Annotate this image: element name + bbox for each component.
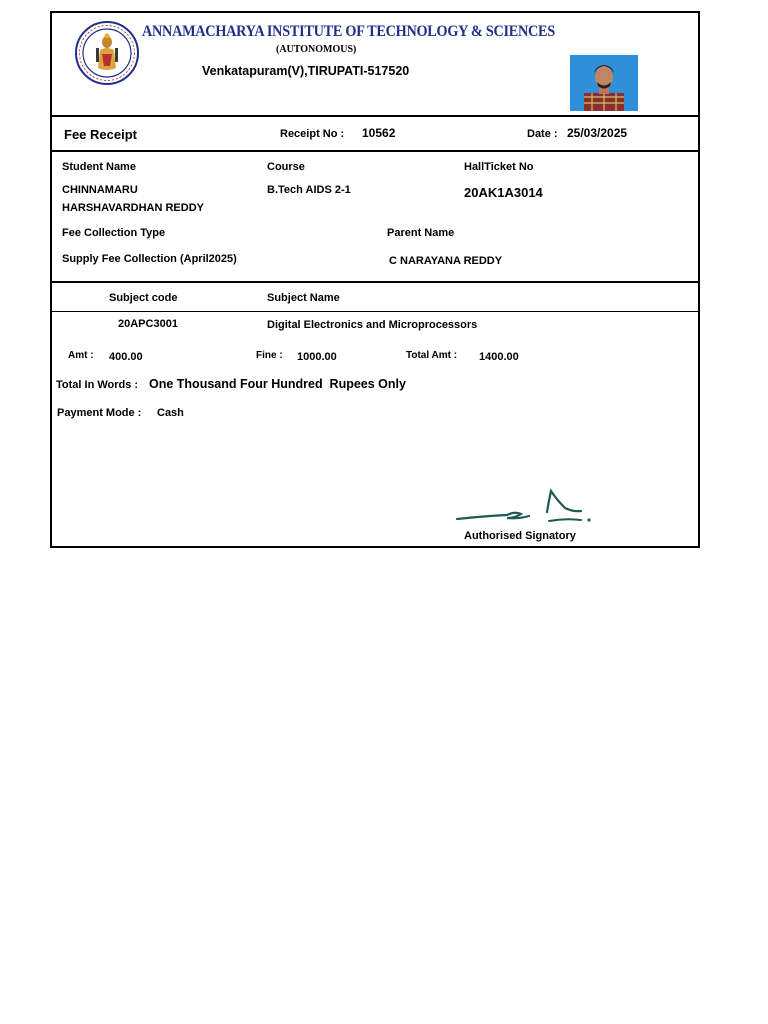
subject-header-divider <box>52 311 698 312</box>
student-photo <box>570 55 638 111</box>
hallticket-value: 20AK1A3014 <box>464 185 543 200</box>
total-amt-label: Total Amt : <box>406 350 458 361</box>
total-amt-value: 1400.00 <box>479 351 519 363</box>
student-name-line2: HARSHAVARDHAN REDDY <box>62 202 204 214</box>
receipt-bar-divider <box>52 150 698 152</box>
collection-type-label: Fee Collection Type <box>62 227 166 239</box>
institute-name: ANNAMACHARYA INSTITUTE OF TECHNOLOGY & SCIENCES <box>142 23 555 40</box>
fine-value: 1000.00 <box>297 351 337 363</box>
authorised-signatory: Authorised Signatory <box>464 530 576 542</box>
amt-label: Amt : <box>68 350 94 361</box>
receipt-no-label: Receipt No : <box>280 128 345 140</box>
parent-name-label: Parent Name <box>387 227 455 239</box>
collection-type-value: Supply Fee Collection (April2025) <box>62 253 237 265</box>
subject-name: Digital Electronics and Microprocessors <box>267 319 478 331</box>
subject-code-header: Subject code <box>109 292 178 304</box>
hallticket-label: HallTicket No <box>464 161 534 173</box>
parent-name-value: C NARAYANA REDDY <box>389 255 503 267</box>
payment-mode-value: Cash <box>157 407 184 419</box>
signature-icon <box>455 486 593 528</box>
receipt-title: Fee Receipt <box>64 127 137 142</box>
header-divider <box>52 115 698 117</box>
course-label: Course <box>267 161 305 173</box>
subject-name-header: Subject Name <box>267 292 340 304</box>
autonomous-status: (AUTONOMOUS) <box>276 44 357 55</box>
institute-address: Venkatapuram(V),TIRUPATI-517520 <box>202 64 410 78</box>
subject-code: 20APC3001 <box>118 318 178 330</box>
student-section-divider <box>52 281 698 283</box>
payment-mode-label: Payment Mode : <box>57 407 142 419</box>
receipt-no: 10562 <box>362 126 396 140</box>
date-label: Date : <box>527 128 558 140</box>
course-value: B.Tech AIDS 2-1 <box>267 184 351 196</box>
student-name-label: Student Name <box>62 161 136 173</box>
fee-receipt <box>50 11 700 548</box>
fine-label: Fine : <box>256 350 283 361</box>
receipt-date: 25/03/2025 <box>567 126 628 140</box>
amt-value: 400.00 <box>109 351 143 363</box>
total-in-words-value: One Thousand Four Hundred Rupees Only <box>149 377 406 391</box>
total-in-words-label: Total In Words : <box>56 379 139 391</box>
college-seal-icon <box>74 20 140 86</box>
student-name-line1: CHINNAMARU <box>62 184 138 196</box>
